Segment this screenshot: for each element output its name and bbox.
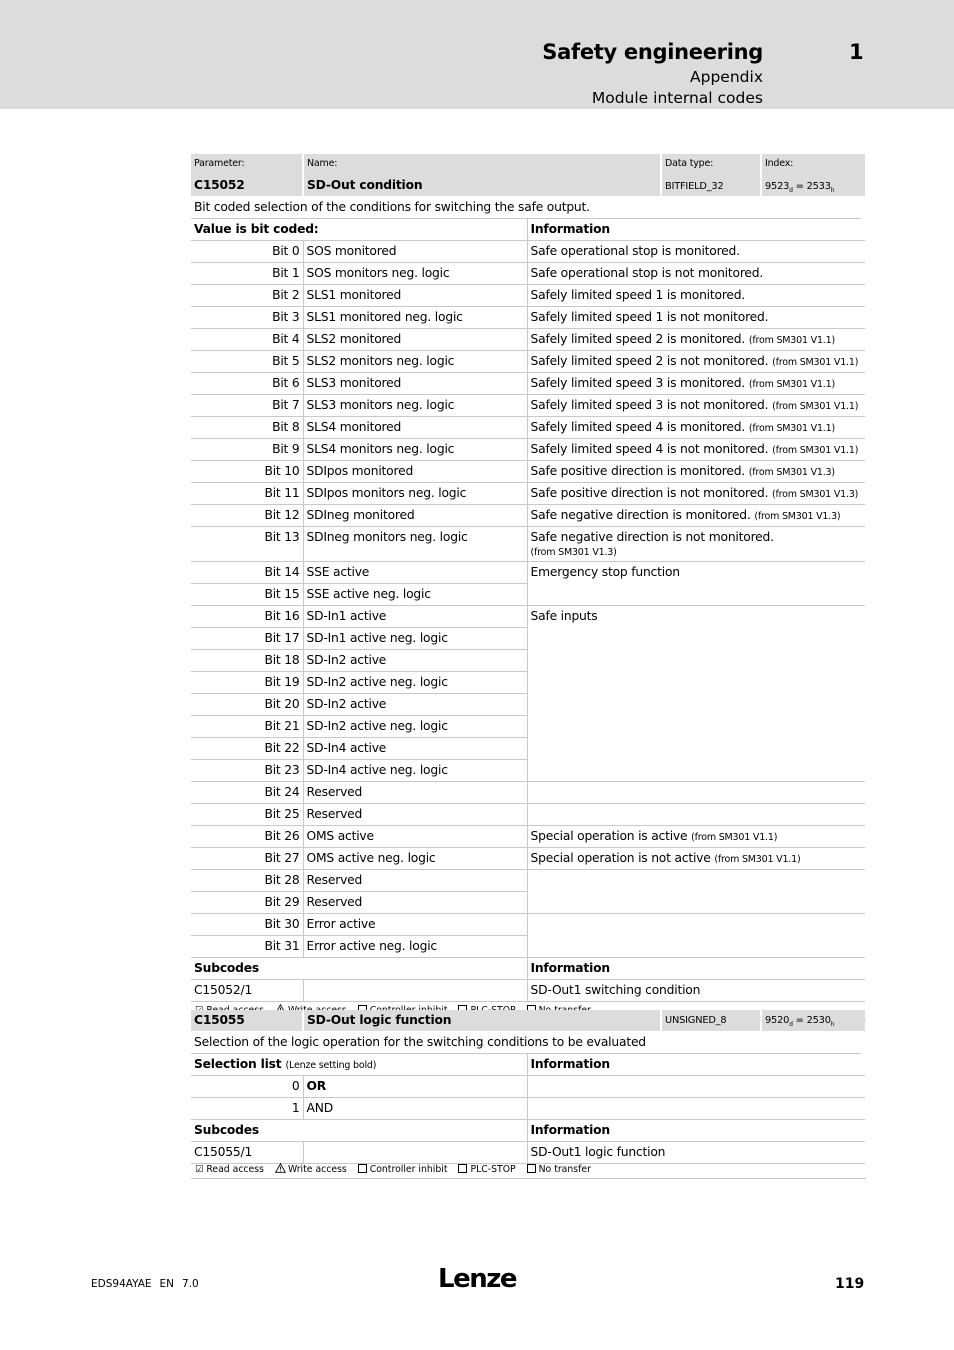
bit-row (191, 395, 865, 417)
parameter-label: Parameter: (191, 154, 303, 176)
bit-row (191, 461, 865, 483)
subcode: C15052/1 (191, 980, 303, 1002)
bit-name: Reserved (303, 870, 527, 892)
data-type: UNSIGNED_8 (661, 1010, 761, 1031)
bit-info: Safely limited speed 1 is not monitored. (527, 307, 865, 329)
lenze-logo: Lenze (438, 1264, 516, 1294)
bit-name: SD-In2 active neg. logic (303, 716, 527, 738)
option-value: 0 (191, 1076, 303, 1098)
subcodes-header: Subcodes (191, 1120, 527, 1142)
version-note: (from SM301 V1.1) (772, 357, 859, 368)
write-access-item: Write access (275, 1164, 347, 1175)
bit-info: Safely limited speed 4 is not monitored. (from SM301 V1.1) (527, 439, 865, 461)
bit-info: Safe inputs (527, 606, 865, 782)
subcode-spacer (303, 980, 527, 1002)
parameter-description: Bit coded selection of the conditions for switching the safe output. (191, 197, 861, 219)
option-name: AND (303, 1098, 527, 1120)
bit-name: SLS2 monitors neg. logic (303, 351, 527, 373)
bit-number: Bit 21 (191, 716, 303, 738)
bit-name: Error active (303, 914, 527, 936)
bit-name: OMS active neg. logic (303, 848, 527, 870)
controller-inhibit-item: Controller inhibit (358, 1164, 448, 1175)
parameter-description: Selection of the logic operation for the switching conditions to be evaluated (191, 1032, 861, 1054)
bit-info: Safely limited speed 3 is monitored. (from SM301 V1.1) (527, 373, 865, 395)
bit-number: Bit 30 (191, 914, 303, 936)
subcodes-header: Subcodes (191, 958, 527, 980)
version-note: (from SM301 V1.1) (748, 379, 835, 390)
bit-name: SLS3 monitored (303, 373, 527, 395)
bit-name: SLS1 monitored (303, 285, 527, 307)
version-note: (from SM301 V1.1) (748, 423, 835, 434)
bit-number: Bit 25 (191, 804, 303, 826)
bit-info: Safely limited speed 2 is not monitored. (from SM301 V1.1) (527, 351, 865, 373)
bit-info (527, 914, 865, 958)
bit-name: SLS3 monitors neg. logic (303, 395, 527, 417)
version-note: (from SM301 V1.1) (691, 832, 778, 843)
section-title: Appendix (690, 68, 763, 86)
version-note: (from SM301 V1.3) (748, 467, 835, 478)
bit-name: Reserved (303, 782, 527, 804)
no-transfer-item: No transfer (527, 1164, 591, 1175)
bit-number: Bit 28 (191, 870, 303, 892)
selection-info-header: Information (527, 1054, 865, 1076)
version-note: (from SM301 V1.3) (754, 511, 841, 522)
bit-number: Bit 14 (191, 562, 303, 584)
bit-number: Bit 18 (191, 650, 303, 672)
version-note: (from SM301 V1.3) (772, 489, 859, 500)
header-band (0, 0, 954, 109)
bit-name: SDIneg monitored (303, 505, 527, 527)
bit-name: SSE active (303, 562, 527, 584)
bit-name: SLS4 monitored (303, 417, 527, 439)
bit-row (191, 307, 865, 329)
parameter-name: SD-Out logic function (303, 1010, 661, 1031)
option-info (527, 1098, 865, 1120)
data-type-label: Data type: (661, 154, 761, 176)
bit-number: Bit 1 (191, 263, 303, 285)
subcode-info: SD-Out1 switching condition (527, 980, 865, 1002)
checkbox-empty-icon (527, 1164, 536, 1173)
bit-number: Bit 27 (191, 848, 303, 870)
bit-row (191, 439, 865, 461)
selection-table (191, 1054, 865, 1164)
bit-name: Reserved (303, 804, 527, 826)
bit-number: Bit 23 (191, 760, 303, 782)
bit-number: Bit 26 (191, 826, 303, 848)
bit-name: Reserved (303, 892, 527, 914)
bit-row (191, 848, 865, 870)
chapter-title: Safety engineering (542, 40, 763, 64)
bit-name: SD-In1 active neg. logic (303, 628, 527, 650)
bit-info: Safely limited speed 4 is monitored. (from SM301 V1.1) (527, 417, 865, 439)
bit-row (191, 241, 865, 263)
bit-row (191, 914, 865, 936)
bit-row (191, 870, 865, 892)
bit-number: Bit 15 (191, 584, 303, 606)
bit-info: Safe operational stop is monitored. (527, 241, 865, 263)
parameter-code: C15055 (191, 1010, 303, 1031)
bit-number: Bit 9 (191, 439, 303, 461)
version-note: (from SM301 V1.1) (748, 335, 835, 346)
version-note: (from SM301 V1.1) (772, 401, 859, 412)
subcode-info: SD-Out1 logic function (527, 1142, 865, 1164)
bit-table-header-value: Value is bit coded: (191, 219, 527, 241)
bit-info: Safely limited speed 1 is monitored. (527, 285, 865, 307)
bit-row (191, 483, 865, 505)
bit-row (191, 527, 865, 562)
bit-number: Bit 12 (191, 505, 303, 527)
bit-info (527, 782, 865, 804)
bit-row (191, 826, 865, 848)
bit-name: SD-In1 active (303, 606, 527, 628)
bit-name: SOS monitored (303, 241, 527, 263)
bit-row (191, 351, 865, 373)
bit-number: Bit 0 (191, 241, 303, 263)
bit-name: SD-In2 active neg. logic (303, 672, 527, 694)
chapter-number: 1 (849, 40, 864, 64)
bit-number: Bit 2 (191, 285, 303, 307)
subcodes-info-header: Information (527, 1120, 865, 1142)
parameter-index: $9520_d = 2530_h$ (761, 1010, 865, 1031)
bit-info: Safe positive direction is monitored. (from SM301 V1.3) (527, 461, 865, 483)
bit-row (191, 373, 865, 395)
index-label: Index: (761, 154, 865, 176)
bit-info: Safe negative direction is not monitored. (from SM301 V1.3) (527, 527, 865, 562)
bit-table (191, 219, 865, 1002)
name-label: Name: (303, 154, 661, 176)
data-type: BITFIELD_32 (661, 176, 761, 196)
bit-name: SOS monitors neg. logic (303, 263, 527, 285)
bit-number: Bit 8 (191, 417, 303, 439)
access-legend (191, 1161, 866, 1179)
param-c15052-header (191, 154, 865, 196)
bit-number: Bit 24 (191, 782, 303, 804)
parameter-name: SD-Out condition (303, 176, 661, 196)
bit-row (191, 804, 865, 826)
bit-name: SD-In4 active neg. logic (303, 760, 527, 782)
bit-table-header-info: Information (527, 219, 865, 241)
bit-number: Bit 22 (191, 738, 303, 760)
bit-number: Bit 20 (191, 694, 303, 716)
option-value: 1 (191, 1098, 303, 1120)
bit-info: Special operation is not active (from SM301 V1.1) (527, 848, 865, 870)
bit-row (191, 606, 865, 628)
bit-number: Bit 7 (191, 395, 303, 417)
bit-name: SLS1 monitored neg. logic (303, 307, 527, 329)
bit-name: SSE active neg. logic (303, 584, 527, 606)
bit-number: Bit 31 (191, 936, 303, 958)
version-note: (from SM301 V1.1) (772, 445, 859, 456)
bit-name: SDIneg monitors neg. logic (303, 527, 527, 562)
bit-name: SDIpos monitors neg. logic (303, 483, 527, 505)
checkbox-empty-icon (458, 1164, 467, 1173)
bit-info (527, 870, 865, 914)
option-info (527, 1076, 865, 1098)
read-access-item: ☑ Read access (195, 1164, 264, 1175)
parameter-code: C15052 (191, 176, 303, 196)
bit-info (527, 804, 865, 826)
bit-info: Safe negative direction is monitored. (from SM301 V1.3) (527, 505, 865, 527)
bit-number: Bit 6 (191, 373, 303, 395)
bit-row (191, 417, 865, 439)
bit-row (191, 562, 865, 584)
bit-name: SLS2 monitored (303, 329, 527, 351)
bit-row (191, 329, 865, 351)
checkbox-empty-icon (358, 1164, 367, 1173)
bit-info: Emergency stop function (527, 562, 865, 606)
bit-number: Bit 13 (191, 527, 303, 562)
bit-number: Bit 17 (191, 628, 303, 650)
subcode: C15055/1 (191, 1142, 303, 1164)
bit-row (191, 505, 865, 527)
version-note: (from SM301 V1.3) (530, 547, 617, 558)
plc-stop-item: PLC-STOP (458, 1164, 515, 1175)
bit-number: Bit 29 (191, 892, 303, 914)
bit-info: Safely limited speed 2 is monitored. (from SM301 V1.1) (527, 329, 865, 351)
parameter-index: $9523_d = 2533_h$ (761, 176, 865, 196)
bit-number: Bit 5 (191, 351, 303, 373)
bit-name: Error active neg. logic (303, 936, 527, 958)
bit-number: Bit 19 (191, 672, 303, 694)
bit-name: SLS4 monitors neg. logic (303, 439, 527, 461)
version-note: (from SM301 V1.1) (714, 854, 801, 865)
bit-row (191, 263, 865, 285)
page-number: 119 (835, 1276, 865, 1292)
bit-info: Safe operational stop is not monitored. (527, 263, 865, 285)
subsection-title: Module internal codes (591, 89, 763, 107)
warning-icon (275, 1163, 286, 1173)
bit-name: SD-In2 active (303, 694, 527, 716)
document-id: EDS94AYAE EN 7.0 (91, 1278, 199, 1290)
bit-number: Bit 16 (191, 606, 303, 628)
bit-row (191, 782, 865, 804)
bit-name: SD-In2 active (303, 650, 527, 672)
bit-info: Safely limited speed 3 is not monitored. (from SM301 V1.1) (527, 395, 865, 417)
bit-info: Safe positive direction is not monitored. (from SM301 V1.3) (527, 483, 865, 505)
bit-name: SD-In4 active (303, 738, 527, 760)
bit-name: OMS active (303, 826, 527, 848)
bit-row (191, 285, 865, 307)
subcodes-info-header: Information (527, 958, 865, 980)
bit-number: Bit 11 (191, 483, 303, 505)
bit-info: Special operation is active (from SM301 V1.1) (527, 826, 865, 848)
option-name: OR (303, 1076, 527, 1098)
bit-number: Bit 10 (191, 461, 303, 483)
bit-number: Bit 4 (191, 329, 303, 351)
bit-number: Bit 3 (191, 307, 303, 329)
bit-name: SDIpos monitored (303, 461, 527, 483)
param-c15055-header (191, 1010, 865, 1031)
selection-list-header: Selection list (Lenze setting bold) (191, 1054, 527, 1076)
